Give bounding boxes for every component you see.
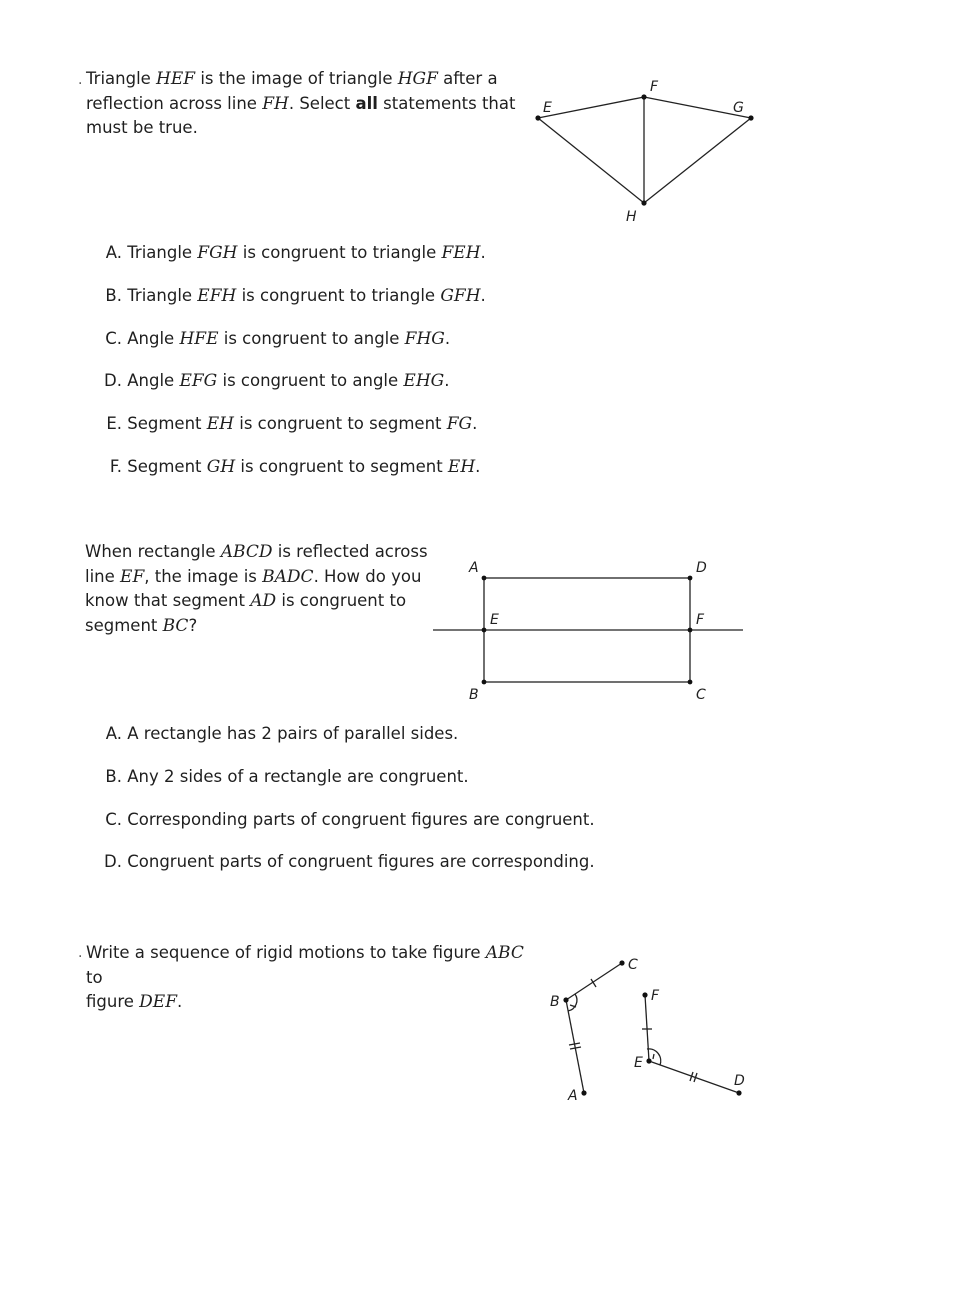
label-a: A <box>469 560 479 576</box>
label-d: D <box>734 1073 745 1089</box>
point-f <box>641 94 646 99</box>
label-a: A <box>568 1088 578 1104</box>
point-b <box>563 997 568 1002</box>
point-c <box>619 960 624 965</box>
option-d[interactable]: D. Angle EFG is congruent to angle EHG. <box>104 371 450 391</box>
label-b: B <box>550 994 560 1010</box>
point-e <box>535 115 540 120</box>
point-h <box>641 200 646 205</box>
question-1-stem: Triangle HEF is the image of triangle HGF after a reflection across line FH. Select all statements that must be true. <box>86 69 516 137</box>
label-e: E <box>490 612 499 628</box>
point-c <box>688 680 693 685</box>
option-d[interactable]: D. Congruent parts of congruent figures are corresponding. <box>104 852 595 871</box>
option-e[interactable]: E. Segment EH is congruent to segment FG. <box>106 414 478 434</box>
point-a <box>482 576 487 581</box>
option-f[interactable]: F. Segment GH is congruent to segment EH. <box>109 457 481 477</box>
option-a[interactable]: A. Triangle FGH is congruent to triangle FEH. <box>105 243 486 263</box>
rectangle-figure <box>425 555 755 710</box>
segment-bc <box>566 963 622 1000</box>
segment-eh <box>538 118 644 203</box>
rigid-motion-figure <box>530 945 770 1115</box>
option-b[interactable]: B. Triangle EFH is congruent to triangle GFH. <box>105 286 486 306</box>
segment-ed <box>649 1061 739 1093</box>
label-f: F <box>696 612 705 628</box>
label-h: H <box>626 209 637 225</box>
segment-ef <box>645 995 649 1061</box>
question-3-stem: Write a sequence of rigid motions to take figure ABC to figure DEF. <box>86 943 524 1012</box>
label-c: C <box>628 957 638 973</box>
option-c[interactable]: C. Angle HFE is congruent to angle FHG. <box>105 329 451 349</box>
point-f <box>688 628 693 633</box>
point-f <box>642 992 647 997</box>
option-a[interactable]: A. A rectangle has 2 pairs of parallel sides. <box>105 724 459 743</box>
label-e: E <box>634 1055 643 1071</box>
label-e: E <box>543 100 552 116</box>
question-number-marker: . <box>78 72 83 88</box>
label-c: C <box>696 687 706 703</box>
label-d: D <box>696 560 707 576</box>
point-g <box>748 115 753 120</box>
angle-tick-e <box>653 1054 654 1059</box>
label-b: B <box>469 687 479 703</box>
point-b <box>482 680 487 685</box>
angle-arc-b <box>568 994 577 1011</box>
segment-ef <box>538 97 644 118</box>
point-d <box>688 576 693 581</box>
triangle-figure <box>520 70 780 230</box>
point-e <box>482 628 487 633</box>
option-b[interactable]: B. Any 2 sides of a rectangle are congruent. <box>105 767 469 786</box>
question-number-marker: . <box>78 945 83 961</box>
question-2-stem: When rectangle ABCD is reflected across line EF, the image is BADC. How do you know that segment AD is congruent to segment BC? <box>85 542 428 636</box>
label-g: G <box>733 100 744 116</box>
point-e <box>646 1058 651 1063</box>
segment-ba <box>566 1000 584 1093</box>
point-a <box>581 1090 586 1095</box>
point-d <box>736 1090 741 1095</box>
option-c[interactable]: C. Corresponding parts of congruent figures are congruent. <box>105 810 595 829</box>
label-f: F <box>651 988 660 1004</box>
segment-gh <box>644 118 751 203</box>
label-f: F <box>650 79 659 95</box>
